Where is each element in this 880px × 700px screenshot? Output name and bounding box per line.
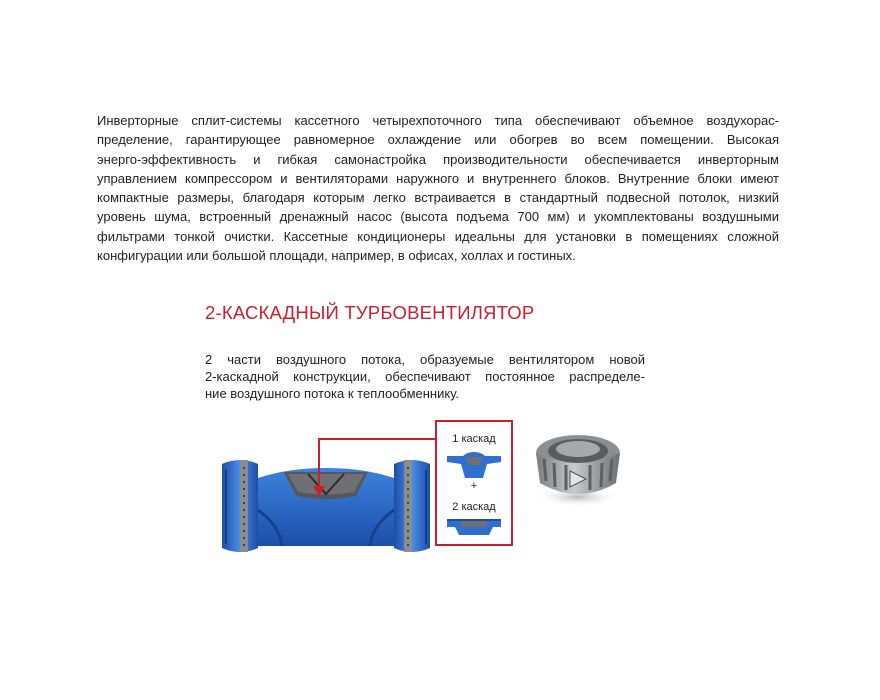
intro-line: Инверторные сплит-системы кассетного четырехпоточного типа обеспечивают объемное воздухорас-: [97, 113, 779, 128]
cascade-2-label: 2 каскад: [452, 501, 496, 513]
cascade-2-icon: [443, 515, 505, 539]
intro-line: энерго-эффективность и гибкая самонастройка производительности обеспечивается инверторным: [97, 151, 779, 167]
section-heading: 2-КАСКАДНЫЙ ТУРБОВЕНТИЛЯТОР: [205, 302, 535, 323]
cascade-1-icon: [443, 448, 505, 484]
intro-line: уровень шума, встроенный дренажный насос (высота подъема 700 мм) и укомплектованы воздушными: [97, 209, 779, 225]
left-blade-wheel: [222, 460, 258, 552]
cascade-box: [435, 420, 513, 546]
intro-line: конфигурации или большой площади, например, в офисах, холлах и гостиных.: [97, 248, 576, 264]
intro-line: фильтрами тонкой очистки. Кассетные кондиционеры идеальны для установки в помещениях сложной: [97, 228, 779, 244]
intro-line: пределение, гарантирующее равномерное охлаждение или обогрев во всем помещении. Высокая: [97, 132, 779, 148]
description-line: 2 части воздушного потока, образуемые вентилятором новой: [205, 352, 645, 367]
cascade-1-label: 1 каскад: [452, 433, 496, 445]
turbo-fan-impeller-image: [530, 427, 626, 509]
cascade-plus: +: [470, 480, 478, 492]
description-line: 2-каскадной конструкции, обеспечивают постоянное распределе-: [205, 369, 645, 384]
intro-paragraph: [97, 111, 779, 265]
intro-line: управлением компрессором и вентиляторами наружного и внутреннего блоков. Внутренние блоки имеют: [97, 170, 779, 186]
pointer-arrow: [310, 432, 440, 502]
intro-line: компактные размеры, благодаря которым легко встраивается в стандартный подвесной потолок, низкий: [97, 190, 779, 206]
section-description: [205, 351, 645, 402]
description-line: ние воздушного потока к теплообменнику.: [205, 386, 460, 401]
